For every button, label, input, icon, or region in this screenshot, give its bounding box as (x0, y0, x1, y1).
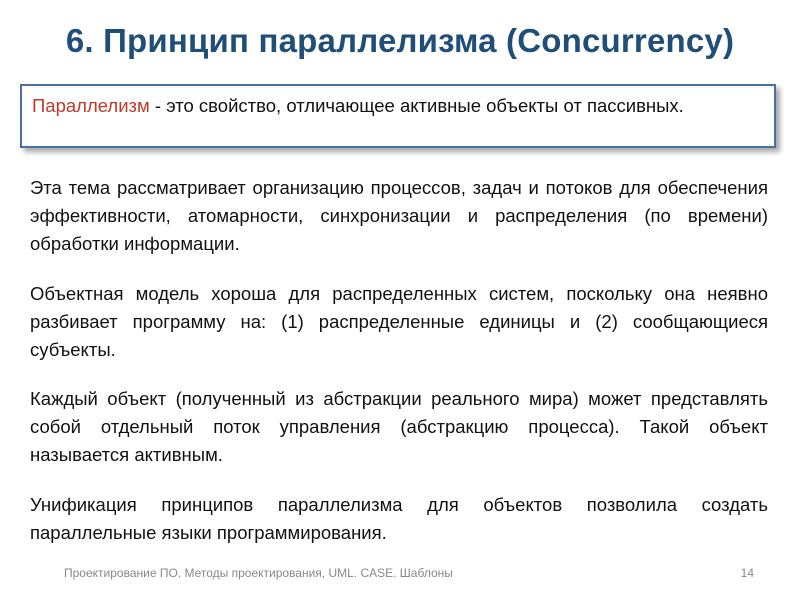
paragraph-active-object: Каждый объект (полученный из абстракции реального мира) может представлять собой отдельный поток управления (абстракцию процесса). Такой объект называется активным. (30, 388, 768, 465)
definition-box (20, 84, 776, 148)
paragraph-topic: Эта тема рассматривает организацию процессов, задач и потоков для обеспечения эффективности, атомарности, синхронизации и распределения (по времени) обработки информации. (30, 177, 768, 254)
paragraph-object-model: Объектная модель хороша для распределенных систем, поскольку она неявно разбивает программу на: (1) распределенные единицы и (2) сообщающиеся субъекты. (30, 283, 768, 360)
footer-text: Проектирование ПО. Методы проектирования, UML. CASE. Шаблоны (64, 566, 453, 580)
slide-title: 6. Принцип параллелизма (Concurrency) (65, 22, 735, 59)
paragraph-unification: Унификация принципов параллелизма для объектов позволила создать параллельные языки программирования. (30, 494, 768, 543)
definition-term: Параллелизм (32, 95, 150, 116)
definition-text: - это свойство, отличающее активные объекты от пассивных. (149, 95, 684, 116)
page-number: 14 (740, 566, 754, 580)
